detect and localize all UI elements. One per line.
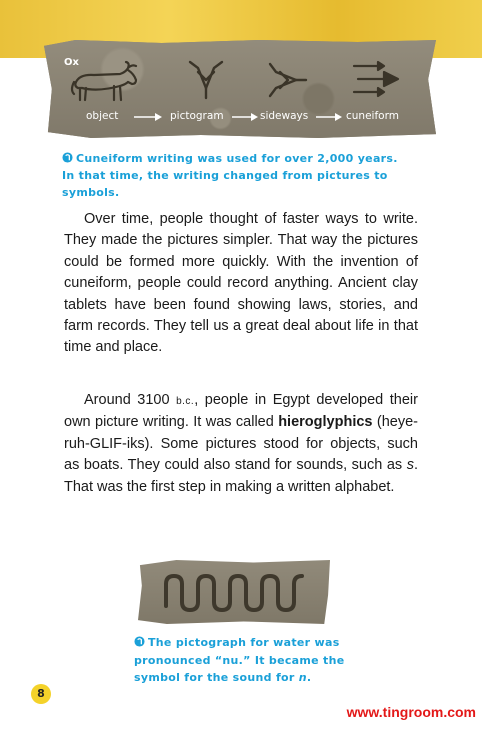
italic-letter: n <box>298 671 307 684</box>
ox-drawing-icon <box>70 60 144 104</box>
stage-label-object: object <box>86 110 119 122</box>
right-arrow-icon <box>232 113 258 121</box>
pictogram-icon <box>186 56 226 102</box>
glossary-term: hieroglyphics <box>278 414 373 431</box>
paragraph-1-text: Over time, people thought of faster ways to write. They made the pictures simpler. That way the pictures could be formed more quickly. With the invention of cuneiform, people could record anything. Ancient clay tablets have been found showing laws, stories, and farm records. They tell us a great deal about life in that time and place. <box>64 211 418 356</box>
right-arrow-icon <box>316 113 342 121</box>
paragraph-2-text: . That was the first step in making a written alphabet. <box>64 457 418 495</box>
watermark-link[interactable]: www.tingroom.com <box>346 704 476 720</box>
paragraph-2-text: , people in Egypt developed their own picture writing. It was called <box>64 392 418 431</box>
cuneiform-symbol-icon <box>350 58 402 100</box>
sideways-pictogram-icon <box>262 60 310 100</box>
bc-abbreviation: b.c. <box>176 396 195 407</box>
caption-top-text: Cuneiform writing was used for over 2,000 years. In that time, the writing changed from pictures to symbols. <box>62 152 398 199</box>
ox-label: Ox <box>64 57 79 68</box>
figure-caption-top <box>62 150 412 201</box>
info-marker-icon <box>62 152 73 163</box>
italic-letter: s <box>406 457 414 474</box>
body-paragraph-2 <box>64 390 418 498</box>
figure-caption-bottom <box>134 634 364 687</box>
caption-bottom-text: The pictograph for water was pronounced “nu.” It became the symbol for the sound for <box>134 636 345 684</box>
stage-label-pictogram: pictogram <box>170 110 224 122</box>
body-paragraph-1 <box>64 209 418 359</box>
page-number-badge: 8 <box>31 684 51 704</box>
water-zigzag-icon <box>160 572 310 614</box>
paragraph-2-text: (heye-ruh-GLIF-iks). Some pictures stood for objects, such as boats. They could also stand for sounds, such as <box>64 414 418 474</box>
right-arrow-icon <box>134 113 162 121</box>
paragraph-2-text: Around 3100 <box>84 392 177 408</box>
caption-bottom-text: . <box>306 671 312 684</box>
stage-label-cuneiform: cuneiform <box>346 110 399 122</box>
info-marker-icon <box>134 636 145 647</box>
stage-label-sideways: sideways <box>260 110 309 122</box>
